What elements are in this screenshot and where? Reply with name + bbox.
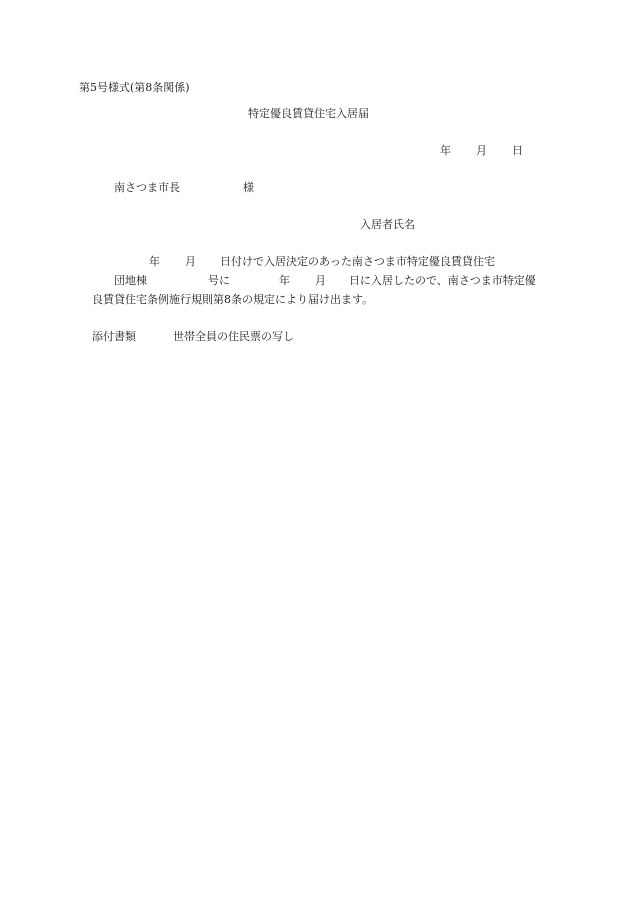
addressee-name: 南さつま市長	[114, 181, 180, 194]
date-day-label: 日	[512, 144, 523, 157]
document-title: 特定優良賃貸住宅入居届	[248, 107, 369, 120]
body-line2-text: 日に入居したので、南さつま市特定優	[349, 274, 536, 287]
body-line2-gou: 号に	[208, 274, 230, 287]
body-line1-text: 日付けで入居決定のあった南さつま市特定優良賃貸住宅	[220, 255, 495, 268]
form-number: 第5号様式(第8条関係)	[79, 81, 190, 94]
body-line2-month: 月	[315, 274, 326, 287]
body-line3-text: 良賃貸住宅条例施行規則第8条の規定により届け出ます。	[92, 293, 374, 306]
attachment-value: 世帯全員の住民票の写し	[173, 330, 294, 343]
date-month-label: 月	[476, 144, 487, 157]
body-line2-year: 年	[279, 274, 290, 287]
applicant-name-label: 入居者氏名	[360, 218, 415, 231]
date-year-label: 年	[440, 144, 451, 157]
attachment-label: 添付書類	[92, 330, 136, 343]
body-line1-year: 年	[149, 255, 160, 268]
body-line1-month: 月	[185, 255, 196, 268]
body-line2-danchi: 団地棟	[114, 274, 147, 287]
addressee-honorific: 様	[243, 181, 254, 194]
